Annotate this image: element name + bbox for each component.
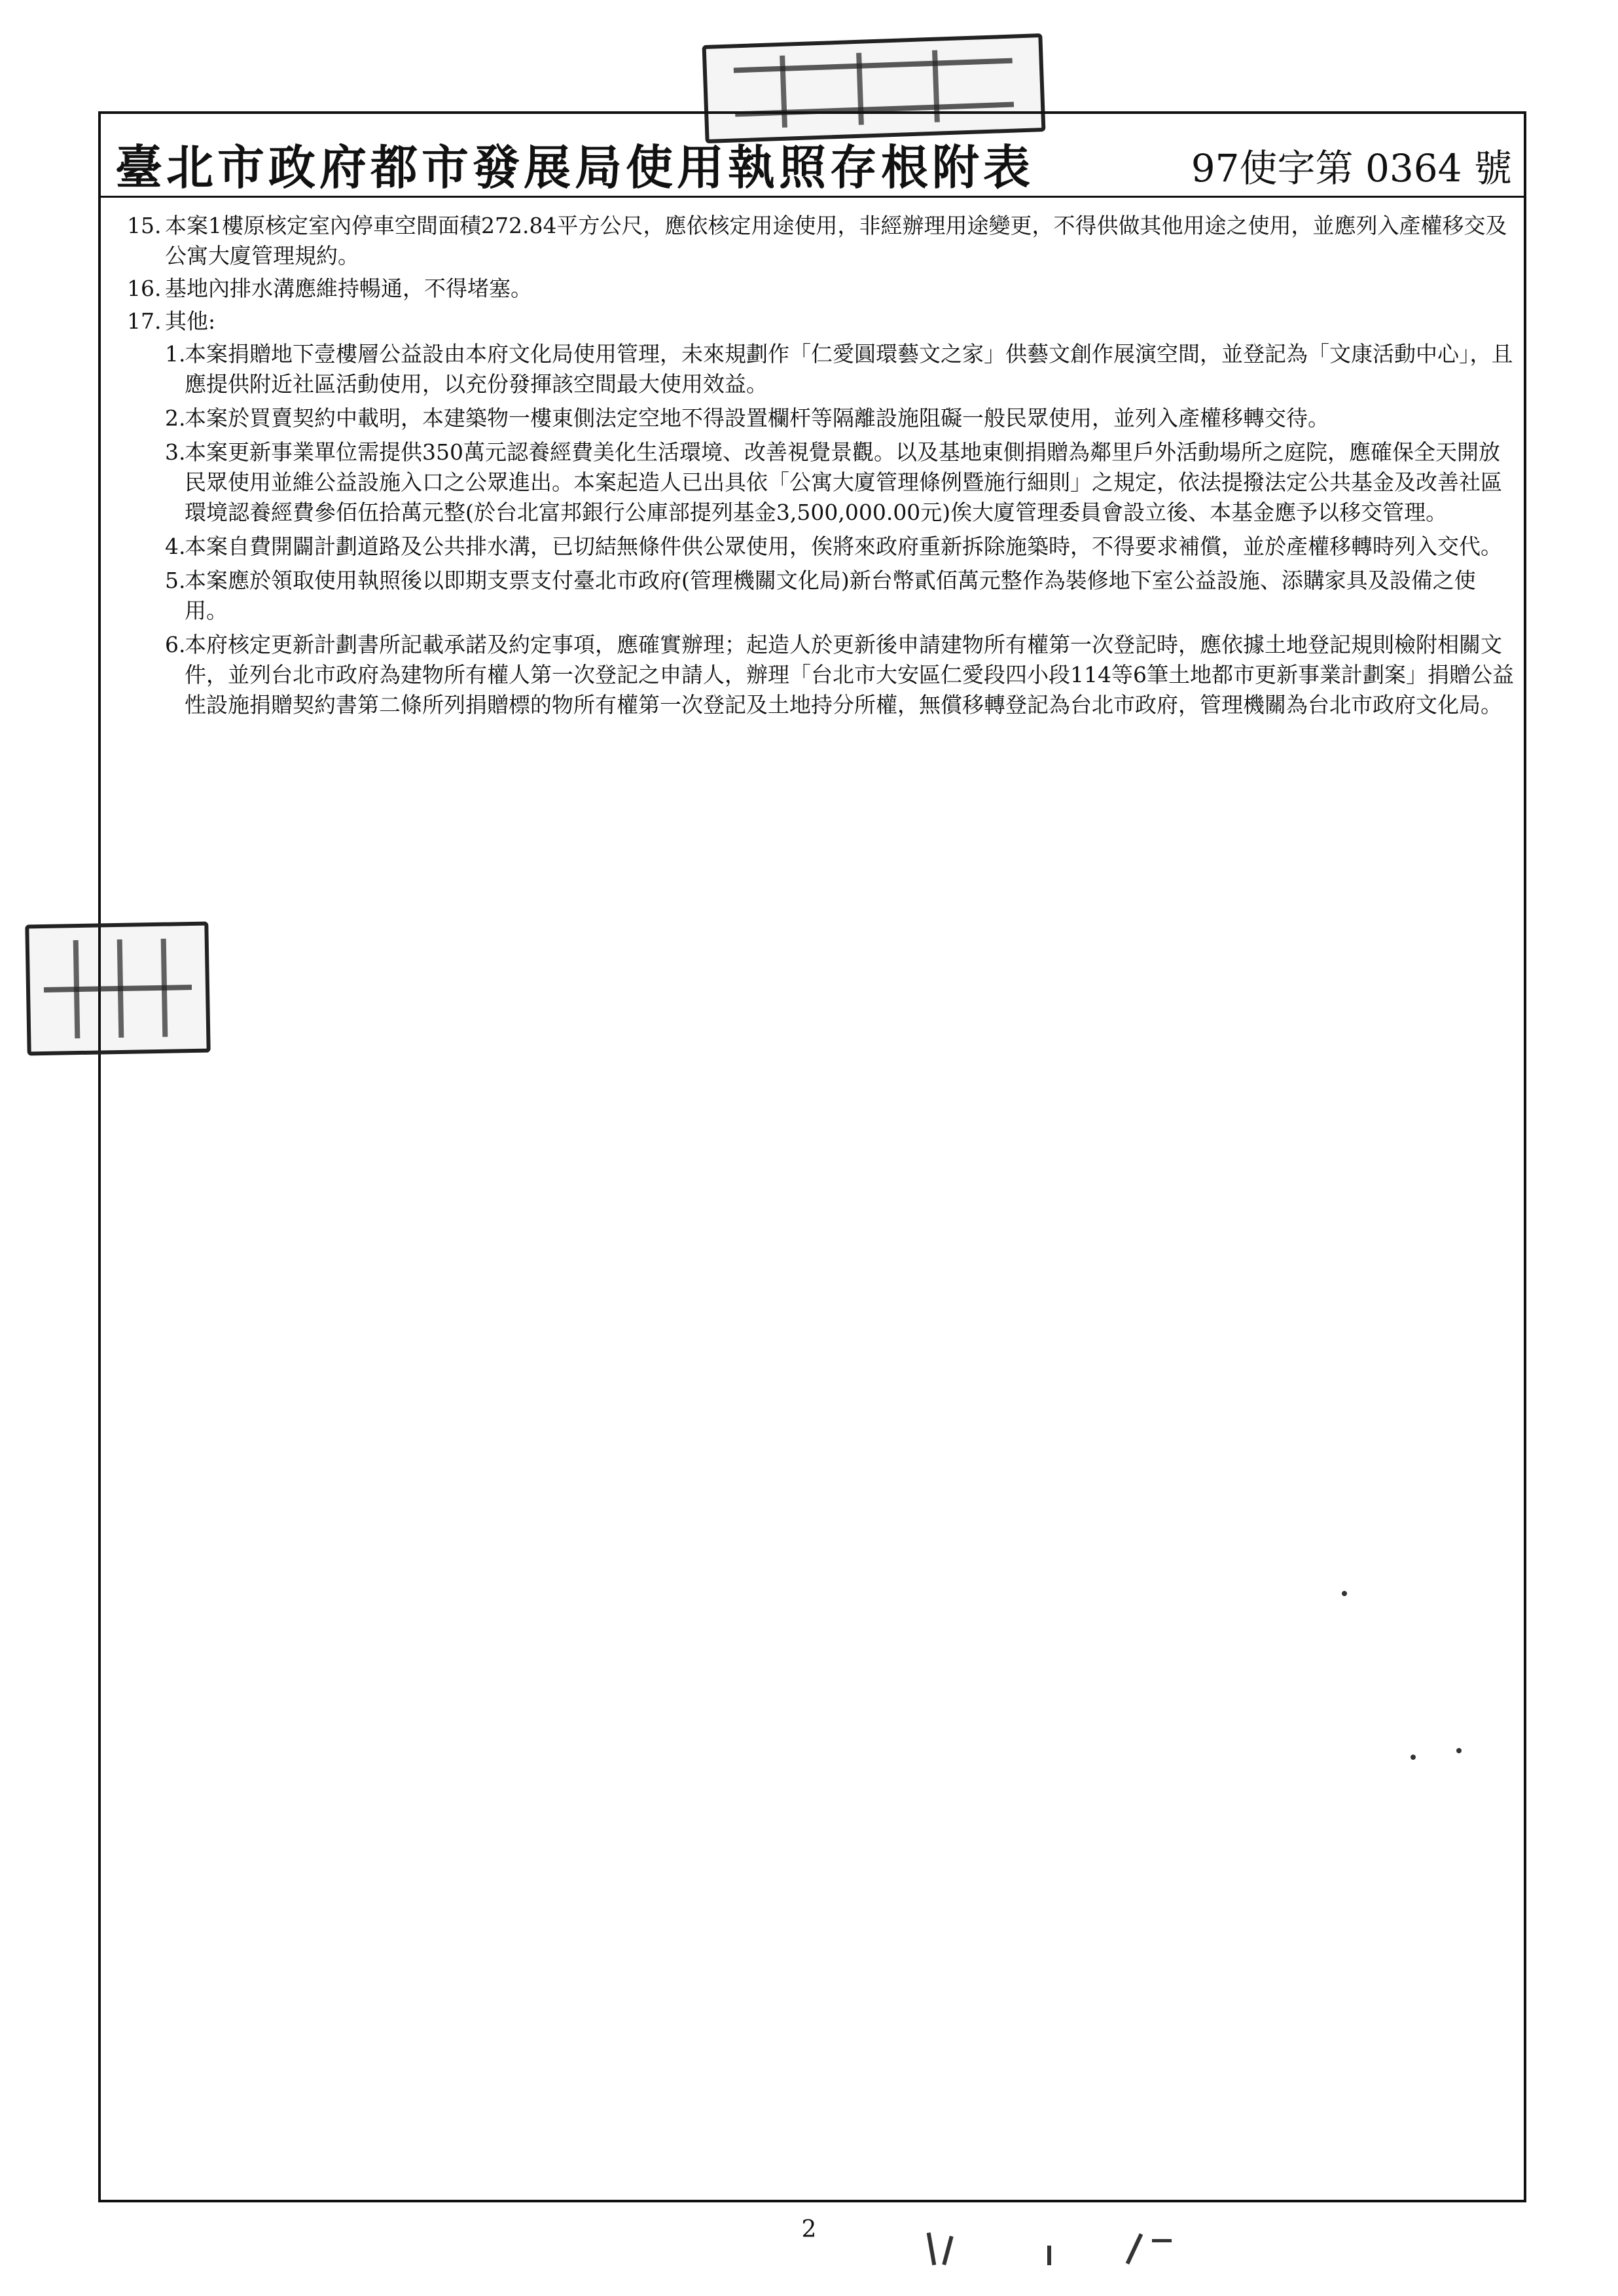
subitem-text: 本府核定更新計劃書所記載承諾及約定事項，應確實辦理；起造人於更新後申請建物所有權第一次登記時，應依據土地登記規則檢附相關文件，並列台北市政府為建物所有權人第一次登記之申請人，辦理「台北市大安區仁愛段四小段114等6筆土地都市更新事業計劃案」捐贈公益性設施捐贈契約書第二條所列捐贈標的物所有權第一次登記及土地持分所權，無償移轉登記為台北市政府，管理機關為台北市政府文化局。 bbox=[185, 632, 1514, 718]
sub-list-item bbox=[165, 339, 1515, 399]
license-number: 97使字第 0364 號 bbox=[1191, 146, 1512, 191]
subitem-text: 本案自費開闢計劃道路及公共排水溝，已切結無條件供公眾使用，俟將來政府重新拆除施築時，不得要求補償，並於產權移轉時列入交代。 bbox=[185, 534, 1502, 559]
subitem-number: 6. bbox=[165, 632, 186, 657]
subitem-number: 4. bbox=[165, 534, 186, 559]
sub-list-item bbox=[165, 566, 1515, 626]
subitem-text: 本案應於領取使用執照後以即期支票支付臺北市政府(管理機關文化局)新台幣貳佰萬元整作為裝修地下室公益設施、添購家具及設備之使用。 bbox=[185, 568, 1476, 623]
item-text: 其他: bbox=[165, 308, 216, 334]
sub-list-item bbox=[165, 437, 1515, 528]
document-body bbox=[127, 211, 1515, 724]
document-frame bbox=[98, 111, 1526, 2202]
item-number: 17. bbox=[127, 308, 162, 334]
scan-marks bbox=[916, 2226, 1191, 2272]
subitem-number: 3. bbox=[165, 439, 186, 465]
document-title: 臺北市政府都市發展局使用執照存根附表 bbox=[115, 139, 1035, 195]
item-text: 基地內排水溝應維持暢通，不得堵塞。 bbox=[165, 276, 532, 301]
scan-speck bbox=[1411, 1755, 1416, 1760]
item-number: 16. bbox=[127, 276, 162, 301]
list-item bbox=[127, 211, 1515, 271]
list-item bbox=[127, 274, 1515, 304]
subitem-text: 本案於買賣契約中載明，本建築物一樓東側法定空地不得設置欄杆等隔離設施阻礙一般民眾使用，並列入產權移轉交待。 bbox=[185, 405, 1329, 431]
subitem-number: 1. bbox=[165, 341, 186, 367]
subitem-number: 2. bbox=[165, 405, 186, 431]
scan-speck bbox=[1456, 1748, 1462, 1753]
subitem-text: 本案更新事業單位需提供350萬元認養經費美化生活環境、改善視覺景觀。以及基地東側捐贈為鄰里戶外活動場所之庭院，應確保全天開放民眾使用並維公益設施入口之公眾進出。本案起造人已出具依「公寓大廈管理條例暨施行細則」之規定，依法提撥法定公共基金及改善社區環境認養經費參佰伍拾萬元整(於台北富邦銀行公庫部提列基金3,500,000.00元)俟大廈管理委員會設立後、本基金應予以移交管理。 bbox=[185, 439, 1502, 525]
sub-list-item bbox=[165, 630, 1515, 720]
subitem-number: 5. bbox=[165, 568, 186, 593]
scan-speck bbox=[1342, 1591, 1347, 1596]
list-item bbox=[127, 306, 1515, 337]
sub-list-item bbox=[165, 403, 1515, 433]
item-number: 15. bbox=[127, 213, 162, 238]
item-text: 本案1樓原核定室內停車空間面積272.84平方公尺，應依核定用途使用，非經辦理用途變更，不得供做其他用途之使用，並應列入產權移交及公寓大廈管理規約。 bbox=[165, 213, 1507, 268]
subitem-text: 本案捐贈地下壹樓層公益設由本府文化局使用管理，未來規劃作「仁愛圓環藝文之家」供藝文創作展演空間，並登記為「文康活動中心」，且應提供附近社區活動使用，以充份發揮該空間最大使用效益。 bbox=[185, 341, 1513, 397]
seal-stamp-left-icon bbox=[25, 922, 210, 1056]
page-number: 2 bbox=[801, 2216, 817, 2243]
document-header bbox=[101, 114, 1524, 198]
sub-list-item bbox=[165, 532, 1515, 562]
